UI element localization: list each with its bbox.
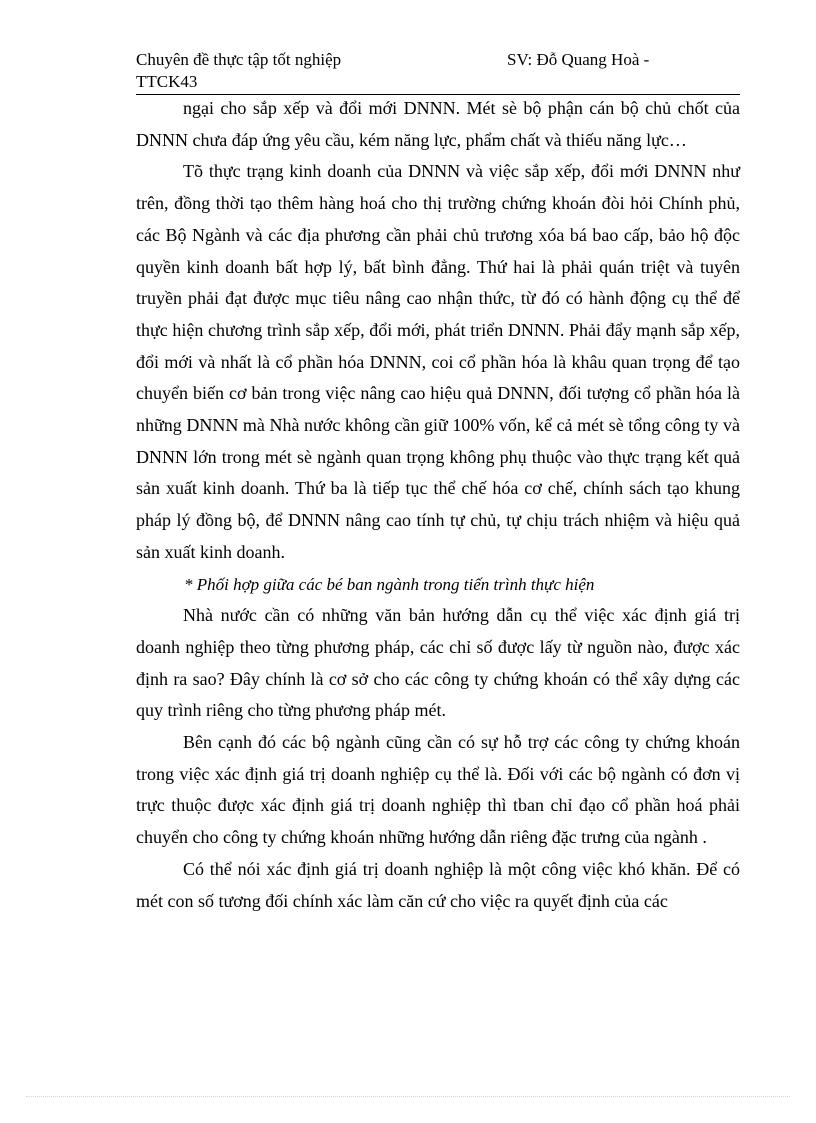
paragraph: Có thể nói xác định giá trị doanh nghiệp là một công việc khó khăn. Để có mét con số tương đối chính xác làm căn cứ cho việc ra quyết định của các — [136, 858, 740, 911]
paragraph-continued: ngại cho sắp xếp và đổi mới DNNN. Mét sè bộ phận cán bộ chủ chốt của DNNN chưa đáp ứng yêu cầu, kém năng lực, phẩm chất và thiếu năng lực… — [136, 98, 740, 150]
paragraph: Nhà nước cần có những văn bản hướng dẫn cụ thể việc xác định giá trị doanh nghiệp theo từng phương pháp, các chỉ số được lấy từ nguồn nào, được xác định ra sao? Đây chính là cơ sở cho các công ty chứng khoán có thể xây dựng các quy trình riêng cho từng phương pháp mét. — [136, 605, 740, 721]
page-header — [136, 48, 740, 95]
page-body — [136, 93, 740, 917]
paragraph: Bên cạnh đó các bộ ngành cũng cần có sự hỗ trợ các công ty chứng khoán trong việc xác định giá trị doanh nghiệp cụ thể là. Đối với các bộ ngành có đơn vị trực thuộc được xác định giá trị doanh nghiệp thì tban chỉ đạo cổ phần hoá phải chuyển cho công ty chứng khoán những hướng dẫn riêng đặc trưng của ngành . — [136, 732, 740, 848]
section-heading: * Phối hợp giữa các bé ban ngành trong tiến trình thực hiện — [184, 574, 595, 594]
header-class: TTCK43 — [136, 72, 198, 91]
paragraph: Tõ thực trạng kinh doanh của DNNN và việc sắp xếp, đổi mới DNNN như trên, đồng thời tạo thêm hàng hoá cho thị trường chứng khoán đòi hỏi Chính phủ, các Bộ Ngành và các địa phương cần phải chủ trương xóa bá bao cấp, bảo hộ độc quyền kinh doanh bất hợp lý, bất bình đẳng. Thứ hai là phải quán triệt và tuyên truyền phải đạt được mục tiêu nâng cao nhận thức, từ đó có hành động cụ thể để thực hiện chương trình sắp xếp, đổi mới, phát triển DNNN. Phải đẩy mạnh sắp xếp, đổi mới và nhất là cổ phần hóa DNNN, coi cổ phần hóa là khâu quan trọng để tạo chuyển biến cơ bản trong việc nâng cao hiệu quả DNNN, đối tượng cổ phần hóa là những DNNN mà Nhà nước không cần giữ 100% vốn, kể cả mét sè tổng công ty và DNNN lớn trong mét sè ngành quan trọng không phụ thuộc vào thực trạng kết quả sản xuất kinh doanh. Thứ ba là tiếp tục thể chế hóa cơ chế, chính sách tạo khung pháp lý đồng bộ, để DNNN nâng cao tính tự chủ, tự chịu trách nhiệm và hiệu quả sản xuất kinh doanh. — [136, 161, 740, 562]
header-student: SV: Đỗ Quang Hoà - — [507, 50, 650, 69]
header-title: Chuyên đề thực tập tốt nghiệp — [136, 50, 342, 69]
footer-divider — [26, 1096, 790, 1097]
